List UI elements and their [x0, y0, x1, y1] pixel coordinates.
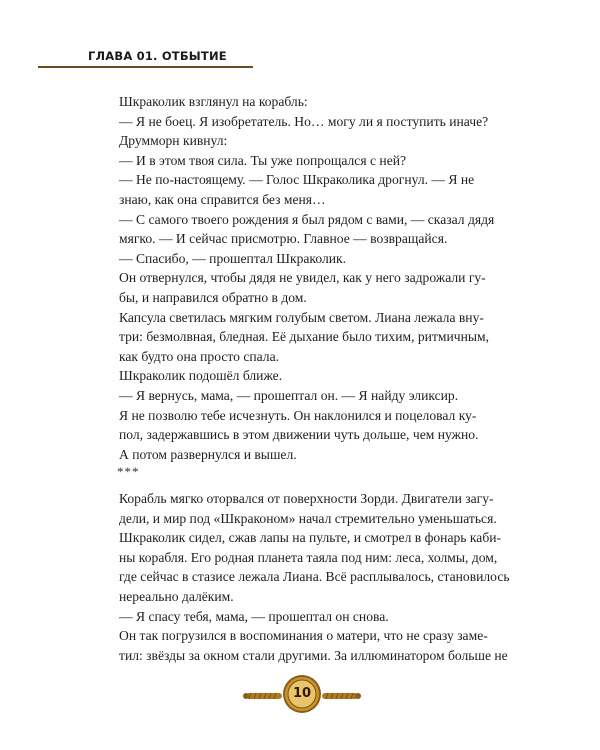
text-line: Шкраколик взглянул на корабль: [119, 94, 308, 109]
text-line: нереально далёким. [119, 588, 234, 604]
text-line: бы, и направился обратно в дом. [119, 289, 307, 305]
text-line: мягко. — И сейчас присмотрю. Главное — возвращайся. [119, 231, 448, 247]
text-line: как будто она просто спала. [119, 348, 280, 364]
chapter-rule [38, 66, 253, 68]
text-line: тил: звёзды за окном стали другими. За иллюминатором больше не [119, 647, 508, 663]
scene-break: *** [117, 464, 140, 479]
text-line: Корабль мягко оторвался от поверхности Зорди. Двигатели загу- [119, 491, 494, 506]
text-line: — Спасибо, — прошептал Шкраколик. [119, 250, 347, 266]
text-section-2 [119, 489, 509, 665]
text-line: — Я спасу тебя, мама, — прошептал он снова. [119, 608, 389, 624]
text-line: пол, задержавшись в этом движении чуть дольше, чем нужно. [119, 427, 479, 443]
text-line: — Не по-настоящему. — Голос Шкраколика дрогнул. — Я не [119, 172, 475, 188]
text-line: три: безмолвная, бледная. Её дыхание было тихим, ритмичным, [119, 329, 490, 345]
text-line: Он отвернулся, чтобы дядя не увидел, как у него задрожали гу- [119, 270, 486, 286]
text-line: — С самого твоего рождения я был рядом с вами, — сказал дядя [119, 211, 495, 227]
text-line: Он так погрузился в воспоминания о матери, что не сразу заме- [119, 628, 488, 644]
text-line: ны корабля. Его родная планета таяла под ним: леса, холмы, дом, [119, 549, 498, 565]
text-line: — Я не боец. Я изобретатель. Но… могу ли я поступить иначе? [119, 113, 489, 129]
text-line: Капсула светилась мягким голубым светом. Лиана лежала вну- [119, 309, 484, 325]
text-line: — Я вернусь, мама, — прошептал он. — Я найду эликсир. [119, 387, 459, 403]
text-line: Я не позволю тебе исчезнуть. Он наклонился и поцеловал ку- [119, 407, 477, 423]
text-line: Шкраколик подошёл ближе. [119, 368, 283, 384]
text-line: дели, и мир под «Шкраконом» начал стремительно уменьшаться. [119, 510, 497, 526]
chapter-title: ГЛАВА 01. ОТБЫТИЕ [88, 49, 227, 63]
text-section-1 [119, 92, 509, 464]
text-line: А потом развернулся и вышел. [119, 446, 297, 462]
text-line: — И в этом твоя сила. Ты уже попрощался с ней? [119, 152, 407, 168]
text-line: Шкраколик сидел, сжав лапы на пульте, и смотрел в фонарь каби- [119, 530, 502, 546]
text-line: Друмморн кивнул: [119, 133, 228, 149]
page-number: 10 [292, 686, 312, 701]
ornament-left-bar [243, 693, 282, 699]
text-line: где сейчас в стазисе лежала Лиана. Всё расплывалось, становилось [119, 569, 510, 585]
text-line: знаю, как она справится без меня… [119, 191, 326, 207]
ornament-right-bar [322, 693, 361, 699]
